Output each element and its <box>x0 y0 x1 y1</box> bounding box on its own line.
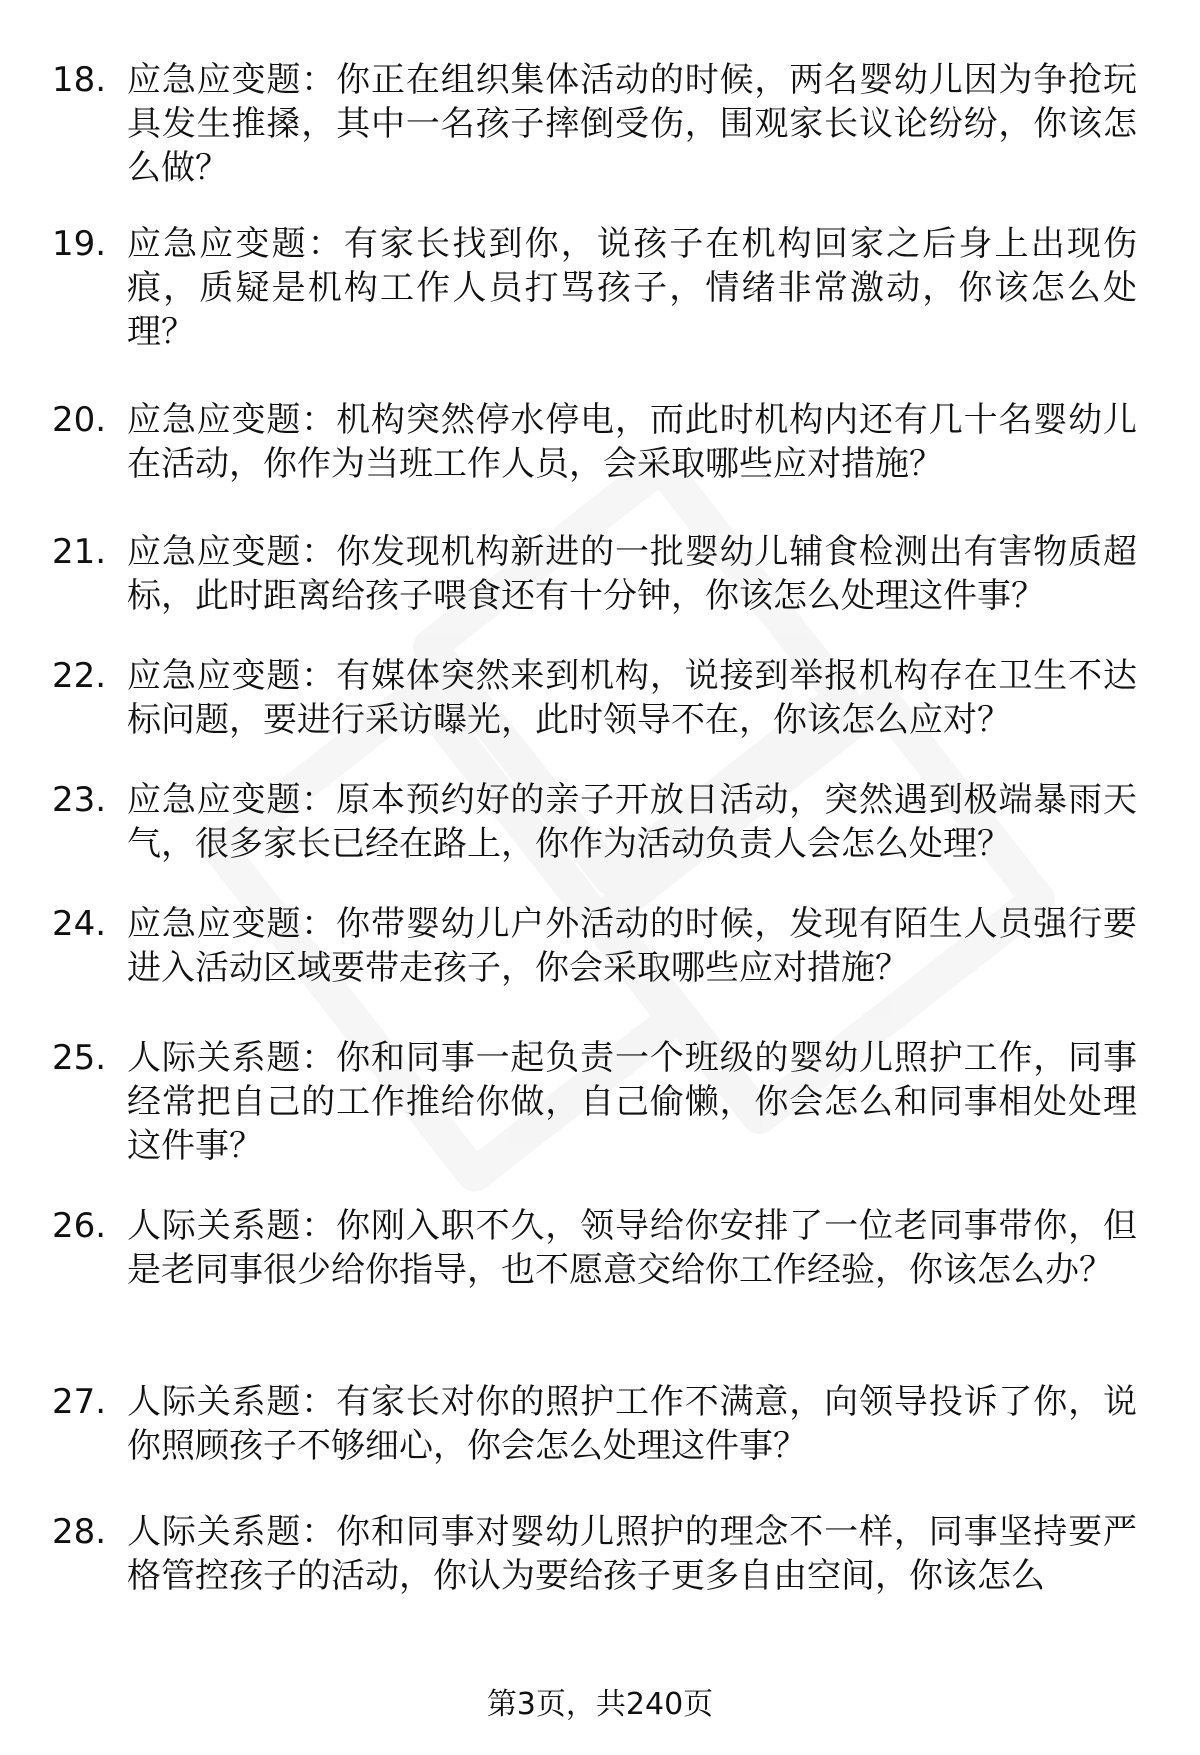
question-item <box>0 530 1200 654</box>
question-item <box>0 222 1200 398</box>
question-text: 应急应变题：有家长找到你，说孩子在机构回家之后身上出现伤痕，质疑是机构工作人员打骂孩子，情绪非常激动，你该怎么处理？ <box>127 224 1137 352</box>
page-footer: 第3页，共240页 <box>486 1687 714 1722</box>
question-text: 应急应变题：原本预约好的亲子开放日活动，突然遇到极端暴雨天气，很多家长已经在路上，你作为活动负责人会怎么处理？ <box>127 780 1137 864</box>
question-number: 22. <box>52 656 107 696</box>
question-text: 应急应变题：机构突然停水停电，而此时机构内还有几十名婴幼儿在活动，你作为当班工作人员，会采取哪些应对措施？ <box>127 400 1137 484</box>
question-item <box>0 902 1200 1036</box>
question-number: 20. <box>52 400 107 440</box>
question-text: 人际关系题：你和同事一起负责一个班级的婴幼儿照护工作，同事经常把自己的工作推给你做，自己偷懒，你会怎么和同事相处处理这件事？ <box>127 1038 1137 1166</box>
question-item <box>0 1380 1200 1510</box>
question-item <box>0 398 1200 530</box>
question-number: 24. <box>52 904 107 944</box>
question-text: 人际关系题：有家长对你的照护工作不满意，向领导投诉了你，说你照顾孩子不够细心，你会怎么处理这件事？ <box>127 1382 1137 1466</box>
question-text: 应急应变题：有媒体突然来到机构，说接到举报机构存在卫生不达标问题，要进行采访曝光，此时领导不在，你该怎么应对？ <box>127 656 1137 740</box>
question-text: 应急应变题：你正在组织集体活动的时候，两名婴幼儿因为争抢玩具发生推搡，其中一名孩子摔倒受伤，围观家长议论纷纷，你该怎么做？ <box>127 60 1137 188</box>
question-number: 19. <box>52 224 107 264</box>
question-item <box>0 654 1200 778</box>
question-text: 应急应变题：你发现机构新进的一批婴幼儿辅食检测出有害物质超标，此时距离给孩子喂食还有十分钟，你该怎么处理这件事？ <box>127 532 1137 616</box>
question-item <box>0 1510 1200 1610</box>
question-number: 25. <box>52 1038 107 1078</box>
question-item <box>0 778 1200 902</box>
question-text: 应急应变题：你带婴幼儿户外活动的时候，发现有陌生人员强行要进入活动区域要带走孩子，你会采取哪些应对措施？ <box>127 904 1137 988</box>
question-list <box>0 58 1200 1610</box>
question-text: 人际关系题：你和同事对婴幼儿照护的理念不一样，同事坚持要严格管控孩子的活动，你认为要给孩子更多自由空间，你该怎么 <box>127 1512 1137 1596</box>
question-number: 26. <box>52 1206 107 1246</box>
question-text: 人际关系题：你刚入职不久，领导给你安排了一位老同事带你，但是老同事很少给你指导，也不愿意交给你工作经验，你该怎么办？ <box>127 1206 1137 1290</box>
question-number: 28. <box>52 1512 107 1552</box>
question-item <box>0 58 1200 222</box>
question-number: 23. <box>52 780 107 820</box>
question-number: 27. <box>52 1382 107 1422</box>
question-item <box>0 1036 1200 1204</box>
question-item <box>0 1204 1200 1380</box>
question-number: 18. <box>52 60 107 100</box>
question-number: 21. <box>52 532 107 572</box>
